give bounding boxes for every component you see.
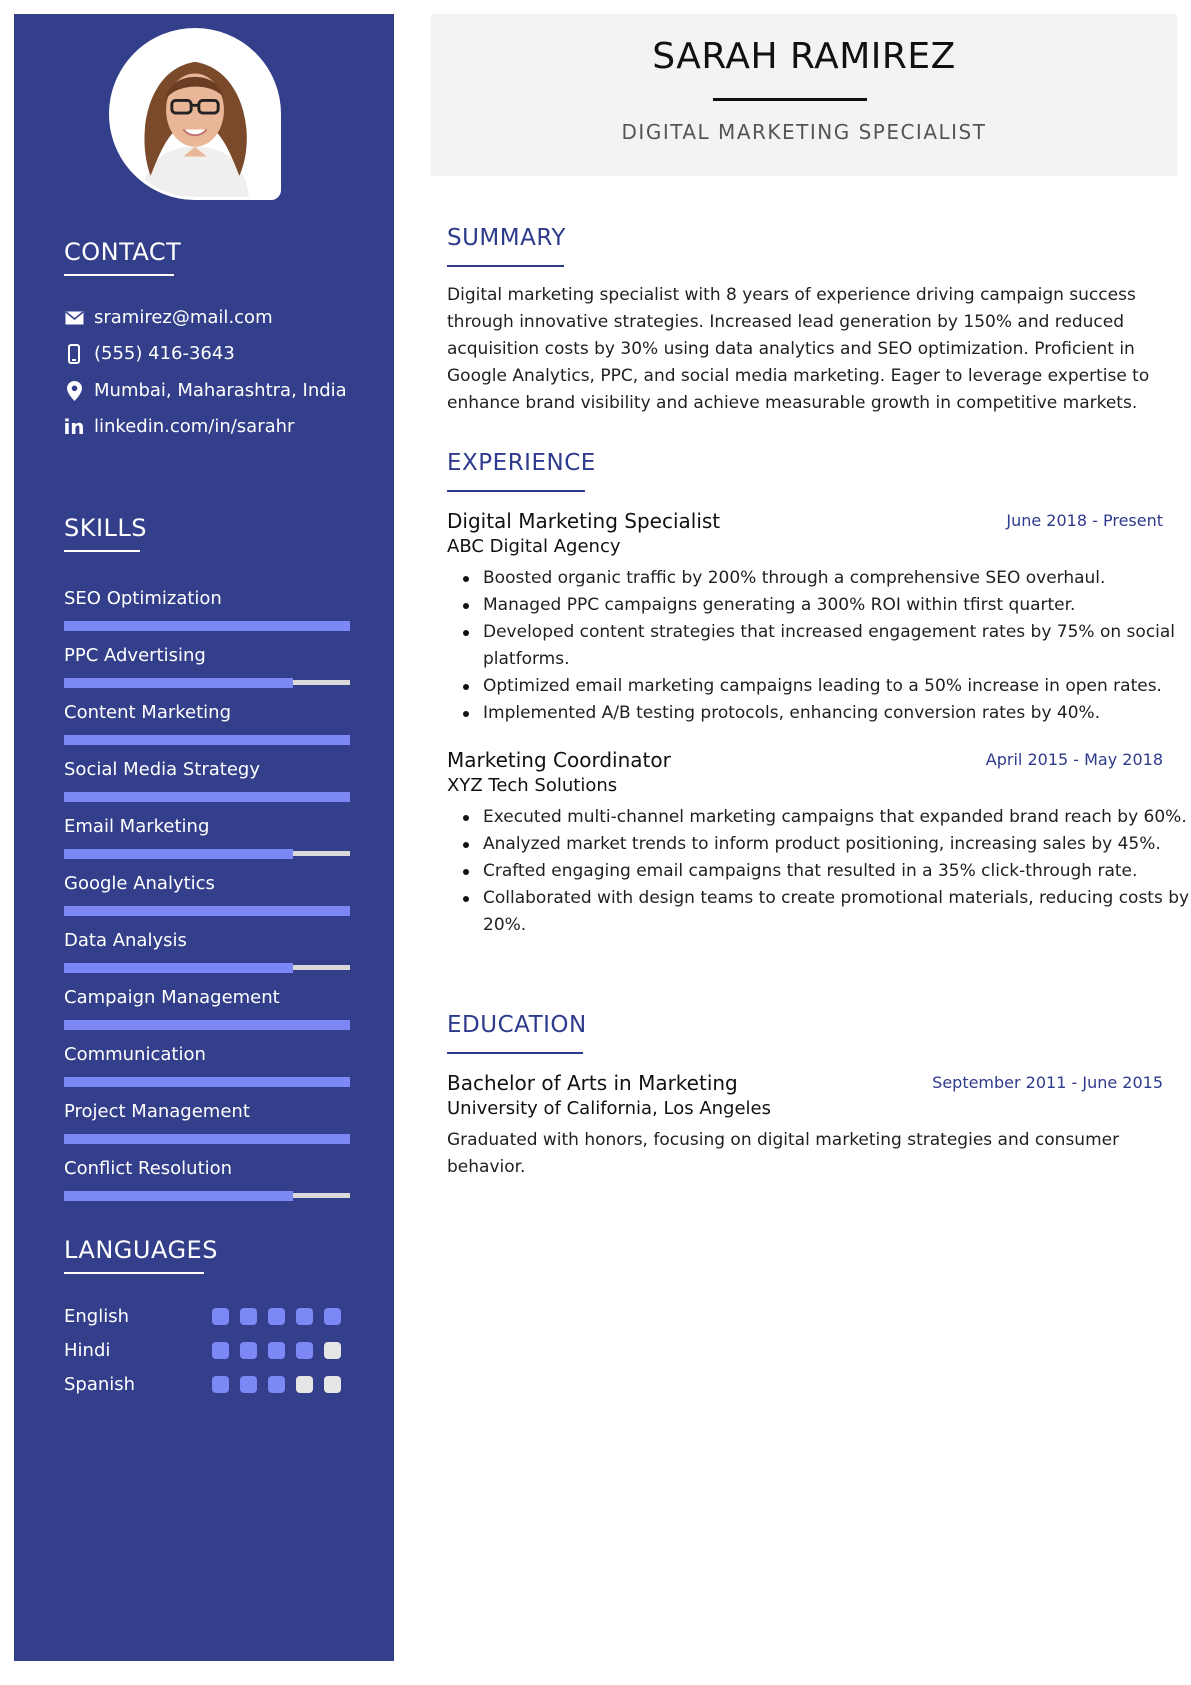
list-item: Executed multi-channel marketing campaigns that expanded brand reach by 60%. xyxy=(483,804,1191,831)
skill-bar-fill xyxy=(64,963,293,973)
job-2-dates: April 2015 - May 2018 xyxy=(985,750,1163,769)
skill-label: Communication xyxy=(64,1044,206,1065)
skill-label: Conflict Resolution xyxy=(64,1158,233,1179)
job-2-company: XYZ Tech Solutions xyxy=(447,775,618,796)
contact-linkedin-text: linkedin.com/in/sarahr xyxy=(94,416,295,437)
contact-email[interactable] xyxy=(64,307,273,328)
skill-bar-track xyxy=(64,794,350,799)
language-rating xyxy=(212,1342,341,1359)
contact-email-text: sramirez@mail.com xyxy=(94,307,273,328)
job-1-company: ABC Digital Agency xyxy=(447,536,621,557)
job-1-bullets xyxy=(447,565,1191,727)
skills-heading-rule xyxy=(64,550,140,552)
education-school: University of California, Los Angeles xyxy=(447,1098,772,1119)
skill-bar-track xyxy=(64,1079,350,1084)
rating-dot-empty xyxy=(324,1376,341,1393)
candidate-name: SARAH RAMIREZ xyxy=(652,36,956,77)
skill-label: Campaign Management xyxy=(64,987,280,1008)
skill-bar-track xyxy=(64,1136,350,1141)
rating-dot-filled xyxy=(268,1342,285,1359)
list-item: Collaborated with design teams to create promotional materials, reducing costs by 20%. xyxy=(483,885,1191,939)
contact-heading-rule xyxy=(64,274,174,276)
contact-location-text: Mumbai, Maharashtra, India xyxy=(94,380,347,401)
skill-bar-fill xyxy=(64,621,350,631)
skill-bar-track xyxy=(64,737,350,742)
profile-photo-image xyxy=(112,31,278,197)
languages-heading-rule xyxy=(64,1272,204,1274)
skill-bar-fill xyxy=(64,849,293,859)
job-1-dates: June 2018 - Present xyxy=(1006,511,1163,530)
skills-heading: SKILLS xyxy=(64,514,148,542)
rating-dot-filled xyxy=(296,1308,313,1325)
experience-heading-rule xyxy=(447,490,585,492)
skill-bar-fill xyxy=(64,1020,350,1030)
rating-dot-filled xyxy=(268,1308,285,1325)
envelope-icon xyxy=(64,308,84,328)
language-rating xyxy=(212,1376,341,1393)
job-2-title: Marketing Coordinator xyxy=(447,748,671,772)
summary-text: Digital marketing specialist with 8 years of experience driving campaign success through innovative strategies. Increased lead generation by 150% and reduced acquisition costs by 30% using data analytics and SEO optimization. Proficient in Google Analytics, PPC, and social media marketing. Eager to leverage expertise to enhance brand visibility and achieve measurable growth in competitive markets. xyxy=(447,285,1150,413)
contact-phone-text: (555) 416-3643 xyxy=(94,343,235,364)
list-item: Implemented A/B testing protocols, enhancing conversion rates by 40%. xyxy=(483,700,1191,727)
skill-label: Email Marketing xyxy=(64,816,210,837)
skill-bar-track xyxy=(64,965,350,970)
contact-phone[interactable] xyxy=(64,343,235,364)
skill-label: SEO Optimization xyxy=(64,588,222,609)
education-dates: September 2011 - June 2015 xyxy=(932,1073,1163,1092)
language-label: English xyxy=(64,1306,129,1327)
languages-heading: LANGUAGES xyxy=(64,1236,218,1264)
contact-linkedin[interactable] xyxy=(64,416,294,437)
language-label: Spanish xyxy=(64,1374,136,1395)
skill-label: Social Media Strategy xyxy=(64,759,260,780)
contact-heading: CONTACT xyxy=(64,238,182,266)
list-item: Analyzed market trends to inform product positioning, increasing sales by 45%. xyxy=(483,831,1191,858)
language-label: Hindi xyxy=(64,1340,111,1361)
list-item: Managed PPC campaigns generating a 300% ROI within tfirst quarter. xyxy=(483,592,1191,619)
education-heading: EDUCATION xyxy=(447,1012,587,1038)
rating-dot-filled xyxy=(240,1342,257,1359)
summary-heading-rule xyxy=(447,265,564,267)
list-item: Developed content strategies that increased engagement rates by 75% on social platforms. xyxy=(483,619,1191,673)
skill-label: Data Analysis xyxy=(64,930,187,951)
language-rating xyxy=(212,1308,341,1325)
experience-heading: EXPERIENCE xyxy=(447,450,596,476)
contact-location xyxy=(64,380,347,401)
rating-dot-empty xyxy=(324,1342,341,1359)
skill-bar-track xyxy=(64,1193,350,1198)
rating-dot-filled xyxy=(212,1376,229,1393)
candidate-title: DIGITAL MARKETING SPECIALIST xyxy=(621,120,987,144)
skill-bar-track xyxy=(64,908,350,913)
rating-dot-filled xyxy=(240,1376,257,1393)
skill-bar-track xyxy=(64,1022,350,1027)
skill-label: Content Marketing xyxy=(64,702,232,723)
rating-dot-filled xyxy=(240,1308,257,1325)
rating-dot-filled xyxy=(212,1308,229,1325)
education-heading-rule xyxy=(447,1052,583,1054)
rating-dot-filled xyxy=(212,1342,229,1359)
skill-label: Project Management xyxy=(64,1101,250,1122)
education-description: Graduated with honors, focusing on digital marketing strategies and consumer behavior. xyxy=(447,1130,1120,1177)
skill-bar-fill xyxy=(64,678,293,688)
job-2-bullets xyxy=(447,804,1191,939)
profile-photo xyxy=(109,28,281,200)
skill-label: PPC Advertising xyxy=(64,645,206,666)
skill-bar-fill xyxy=(64,1191,293,1201)
linkedin-icon: in xyxy=(63,414,85,439)
rating-dot-filled xyxy=(324,1308,341,1325)
list-item: Optimized email marketing campaigns leading to a 50% increase in open rates. xyxy=(483,673,1191,700)
skill-label: Google Analytics xyxy=(64,873,215,894)
skill-bar-fill xyxy=(64,1077,350,1087)
summary-heading: SUMMARY xyxy=(447,225,566,251)
phone-icon xyxy=(64,344,84,364)
skill-bar-fill xyxy=(64,735,350,745)
skill-bar-fill xyxy=(64,906,350,916)
skill-bar-fill xyxy=(64,1134,350,1144)
rating-dot-empty xyxy=(296,1376,313,1393)
resume-header xyxy=(431,14,1177,176)
skill-bar-track xyxy=(64,623,350,628)
job-1-title: Digital Marketing Specialist xyxy=(447,509,721,533)
rating-dot-filled xyxy=(268,1376,285,1393)
map-pin-icon xyxy=(64,381,84,401)
skill-bar-fill xyxy=(64,792,350,802)
list-item: Crafted engaging email campaigns that resulted in a 35% click-through rate. xyxy=(483,858,1191,885)
rating-dot-filled xyxy=(296,1342,313,1359)
education-degree: Bachelor of Arts in Marketing xyxy=(447,1071,738,1095)
sidebar xyxy=(14,14,394,1661)
name-underline xyxy=(713,98,867,101)
skill-bar-track xyxy=(64,851,350,856)
list-item: Boosted organic traffic by 200% through a comprehensive SEO overhaul. xyxy=(483,565,1191,592)
skill-bar-track xyxy=(64,680,350,685)
